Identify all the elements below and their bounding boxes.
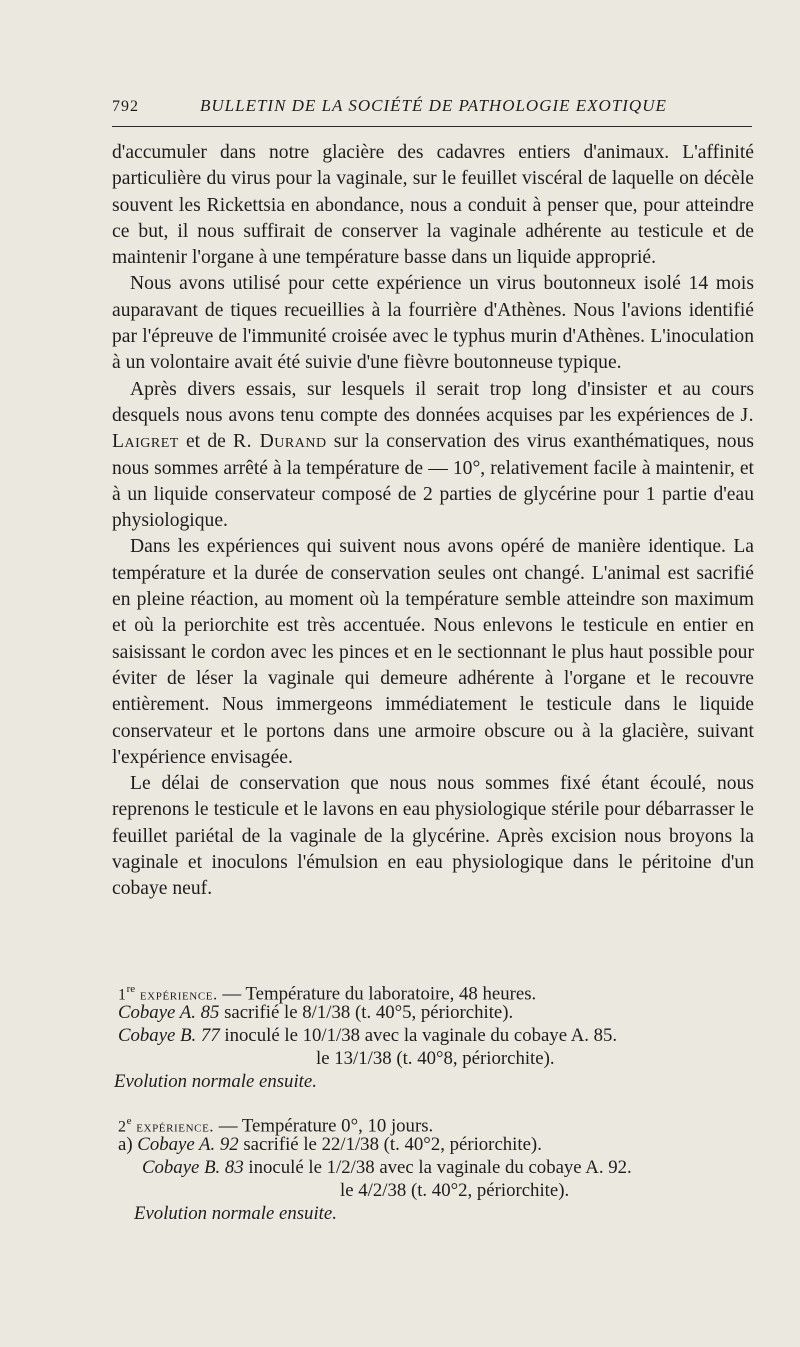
experiment-2 <box>118 1110 758 1225</box>
paragraph-1: d'accumuler dans notre glacière des cadavres entiers d'animaux. L'affinité particulière du virus pour la vaginale, sur le feuillet viscéral de laquelle on décèle souvent les Rickettsia en abondance, nous a conduit à penser que, pour atteindre ce but, il nous suffirait de conserver la vaginale adhérente au testicule et de maintenir l'organe à une température basse dans un liquide approprié. <box>112 142 754 269</box>
experiment-1 <box>114 978 758 1093</box>
sub-experiment-label: a) <box>118 1134 133 1155</box>
paragraph-2: Nous avons utilisé pour cette expérience un virus boutonneux isolé 14 mois auparavant de tiques recueillies à la fourrière d'Athènes. Nous l'avions identifié par l'épreuve de l'immunité croisée avec le typhus murin d'Athènes. L'inoculation à un volontaire avait été suivie d'une fièvre boutonneuse typique. <box>112 273 754 374</box>
experiment-1-cobaye-b-result <box>118 1047 758 1070</box>
experiment-2-cobaye-b-result <box>118 1179 758 1202</box>
experiment-condition: — Température du laboratoire, 48 heures. <box>217 983 537 1005</box>
experiment-2-outcome <box>118 1202 758 1225</box>
experiment-2-cobaye-b <box>118 1156 758 1179</box>
experiment-label: expérience. <box>139 986 218 1004</box>
cobaye-b-text: inoculé le 1/2/38 avec la vaginale du cobaye A. 92. <box>243 1157 632 1178</box>
experiment-1-heading <box>118 978 758 1005</box>
body-text <box>112 140 754 903</box>
paragraph-3 <box>112 377 754 535</box>
cobaye-a-text: sacrifié le 22/1/38 (t. 40°2, périorchite). <box>238 1134 542 1155</box>
author-durand: R. Durand <box>233 431 327 453</box>
paragraph-3-text: et de <box>178 431 233 453</box>
cobaye-b-result: le 4/2/38 (t. 40°2, périorchite). <box>340 1180 570 1201</box>
cobaye-a-text: sacrifié le 8/1/38 (t. 40°5, périorchite). <box>219 1002 514 1023</box>
header-rule <box>112 126 752 127</box>
cobaye-b-name: Cobaye B. 83 <box>142 1157 244 1178</box>
journal-title: BULLETIN DE LA SOCIÉTÉ DE PATHOLOGIE EXOTIQUE <box>200 96 667 115</box>
outcome-text: Evolution normale ensuite. <box>134 1203 337 1224</box>
paragraph-3-text: Après divers essais, sur lesquels il serait trop long d'insister et au cours desquels nous avons tenu compte des données acquises par les expériences de <box>112 378 754 426</box>
experiment-1-cobaye-a <box>118 1001 758 1024</box>
cobaye-a-name: Cobaye A. 85 <box>118 1002 220 1023</box>
author-laigret: J. Laigret <box>112 404 754 453</box>
experiment-1-outcome <box>114 1070 758 1093</box>
paragraph-4: Dans les expériences qui suivent nous avons opéré de manière identique. La température et la durée de conservation seules ont changé. L'animal est sacrifié en pleine réaction, au moment où la température semble atteindre son maximum et où la periorchite est très accentuée. Nous enlevons le testicule en entier en saisissant le cordon avec les pinces et en le sectionnant le plus haut possible pour éviter de léser la vaginale qui demeure adhérente à l'organe et le recouvre entièrement. Nous immergeons immédiatement le testicule dans le liquide conservateur et le portons dans une armoire obscure ou à la glacière, suivant l'expérience envisagée. <box>112 536 754 768</box>
experiment-number: 1 <box>118 986 127 1004</box>
experiment-number: 2 <box>118 1118 127 1136</box>
ordinal-suffix: re <box>126 983 136 995</box>
experiment-1-cobaye-b <box>118 1024 758 1047</box>
experiment-condition: — Température 0°, 10 jours. <box>214 1115 434 1137</box>
paragraph-3-text: sur la conservation des virus exanthématiques, nous nous sommes arrêté à la température de — 10°, relativement facile à maintenir, et à un liquide conservateur composé de 2 parties de glycérine pour 1 partie d'eau physiologique. <box>112 431 754 532</box>
cobaye-a-name: Cobaye A. 92 <box>137 1134 239 1155</box>
paragraph-5: Le délai de conservation que nous nous sommes fixé étant écoulé, nous reprenons le testicule et le lavons en eau physiologique stérile pour débarrasser le feuillet pariétal de la vaginale de la glycérine. Après excision nous broyons la vaginale et inoculons l'émulsion en eau physiologique dans le péritoine d'un cobaye neuf. <box>112 773 754 900</box>
experiment-2-cobaye-a <box>118 1133 758 1156</box>
experiment-label: expérience. <box>136 1118 215 1136</box>
experiment-2-heading <box>118 1110 758 1137</box>
page-number: 792 <box>112 98 139 115</box>
cobaye-b-result: le 13/1/38 (t. 40°8, périorchite). <box>316 1048 555 1069</box>
ordinal-suffix: e <box>126 1115 132 1127</box>
outcome-text: Evolution normale ensuite. <box>114 1071 317 1092</box>
cobaye-b-name: Cobaye B. 77 <box>118 1025 220 1046</box>
cobaye-b-text: inoculé le 10/1/38 avec la vaginale du cobaye A. 85. <box>219 1025 618 1046</box>
